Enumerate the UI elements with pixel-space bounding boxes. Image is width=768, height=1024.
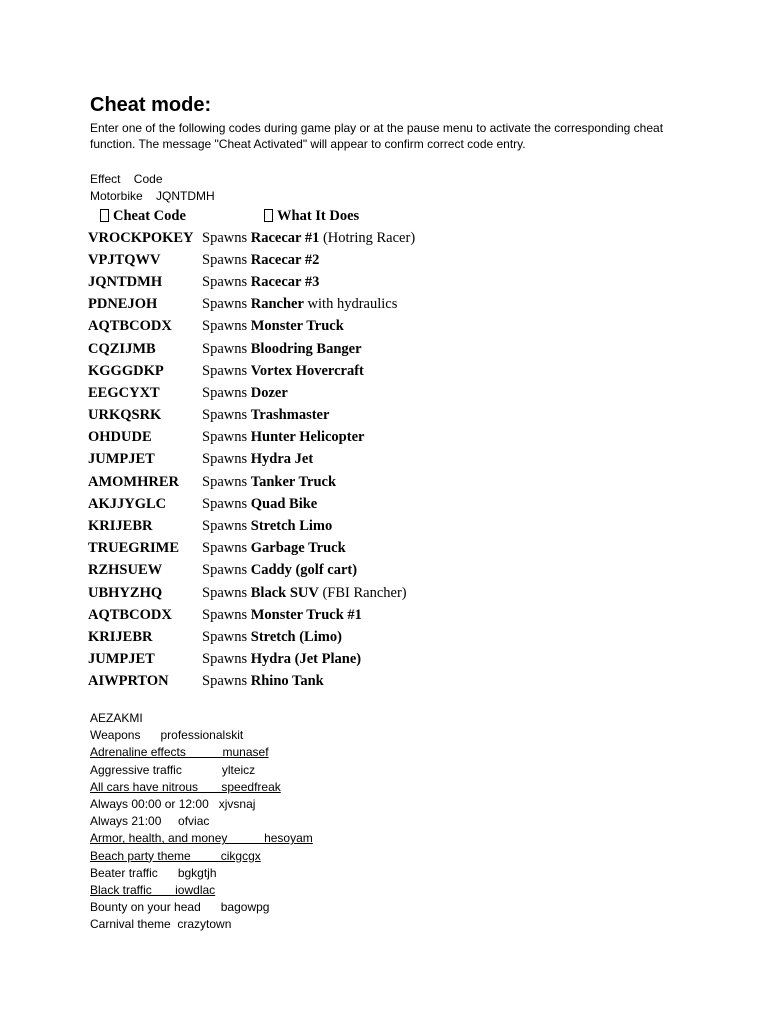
cheat-list-item: Weapons professionalskit [90, 728, 244, 743]
effect-vehicle: Dozer [250, 384, 288, 401]
cheat-list-item: AEZAKMI [90, 711, 143, 725]
cheat-code-cell: CQZIJMB [88, 340, 156, 357]
effect-cell [202, 382, 415, 404]
cheat-code-cell: AQTBCODX [88, 318, 172, 335]
page-title: Cheat mode: [90, 94, 212, 116]
table-row [88, 471, 415, 493]
effect-vehicle: Monster Truck #1 [250, 606, 362, 623]
effect-cell [202, 449, 415, 471]
what-it-does-header-label: What It Does [277, 207, 360, 224]
effect-prefix: Spawns [202, 651, 251, 668]
effect-vehicle: Rancher [250, 296, 304, 313]
effect-vehicle: Hydra Jet [250, 451, 314, 468]
effect-vehicle: Vortex Hovercraft [250, 362, 364, 379]
effect-cell [202, 227, 415, 249]
table-row [88, 316, 415, 338]
cheat-code-cell: AIWPRTON [88, 673, 169, 690]
effect-cell [202, 626, 415, 648]
cheat-list-item: Carnival theme crazytown [90, 917, 232, 932]
effect-prefix: Spawns [202, 318, 251, 335]
effect-prefix: Spawns [202, 451, 251, 468]
effect-prefix: Spawns [202, 495, 251, 512]
table-row [88, 360, 415, 382]
cheat-list-item: Always 21:00 ofviac [90, 814, 210, 829]
table-row [88, 249, 415, 271]
effect-prefix: Spawns [202, 407, 251, 424]
table-row [88, 649, 415, 671]
cheat-code-cell: RZHSUEW [88, 562, 163, 579]
effect-prefix: Spawns [202, 518, 251, 535]
table-row [88, 582, 415, 604]
effect-prefix: Spawns [202, 340, 251, 357]
cheat-code-cell: OHDUDE [88, 429, 152, 446]
effect-vehicle: Stretch (Limo) [250, 628, 342, 645]
effect-vehicle: Garbage Truck [250, 540, 346, 557]
effect-prefix: Spawns [202, 628, 251, 645]
cheat-list-item: All cars have nitrous speedfreak [90, 779, 281, 794]
effect-cell [202, 271, 415, 293]
effect-suffix: (Hotring Racer) [319, 229, 416, 246]
table-row [88, 405, 415, 427]
cheat-list-item: Beach party theme cikgcgx [90, 848, 261, 863]
cheat-code-header-label: Cheat Code [113, 207, 186, 224]
cheat-list-item: Black traffic iowdlac [90, 883, 216, 897]
missing-glyph-icon [264, 209, 273, 222]
effect-prefix: Spawns [202, 429, 251, 446]
cheat-code-cell: UBHYZHQ [88, 584, 163, 601]
effect-prefix: Spawns [202, 540, 251, 557]
cheat-code-cell: KRIJEBR [88, 518, 153, 535]
effect-cell [202, 515, 415, 537]
cheat-list-item: Always 00:00 or 12:00 xjvsnaj [90, 797, 256, 811]
effect-cell [202, 294, 415, 316]
effect-vehicle: Stretch Limo [250, 518, 333, 535]
effect-cell [202, 360, 415, 382]
effect-prefix: Spawns [202, 384, 251, 401]
effect-vehicle: Racecar #2 [250, 251, 320, 268]
effect-cell [202, 560, 415, 582]
table-row [88, 671, 415, 693]
table-row [88, 538, 415, 560]
effect-cell [202, 604, 415, 626]
cheat-code-cell: AQTBCODX [88, 606, 172, 623]
effect-vehicle: Black SUV [250, 584, 319, 601]
effect-vehicle: Monster Truck [250, 318, 344, 335]
effect-prefix: Spawns [202, 473, 251, 490]
motorbike-line: Motorbike JQNTDMH [90, 189, 215, 203]
effect-prefix: Spawns [202, 229, 251, 246]
effect-vehicle: Hunter Helicopter [250, 429, 365, 446]
cheat-code-cell: KRIJEBR [88, 628, 153, 645]
cheat-code-cell: TRUEGRIME [88, 540, 180, 557]
effect-vehicle: Caddy (golf cart) [250, 562, 358, 579]
cheat-list-item: Beater traffic bgkgtjh [90, 865, 217, 880]
effect-cell [202, 493, 415, 515]
effect-vehicle: Bloodring Banger [250, 340, 362, 357]
table-row [88, 427, 415, 449]
table-row [88, 626, 415, 648]
effect-cell [202, 538, 415, 560]
table-row [88, 604, 415, 626]
what-it-does-header [202, 205, 415, 227]
table-row [88, 493, 415, 515]
effect-vehicle: Rhino Tank [250, 673, 324, 690]
table-row [88, 227, 415, 249]
table-row [88, 338, 415, 360]
cheat-code-cell: VROCKPOKEY [88, 229, 194, 246]
cheat-code-cell: EEGCYXT [88, 384, 160, 401]
effect-prefix: Spawns [202, 673, 251, 690]
cheat-table [88, 205, 415, 693]
effect-vehicle: Racecar #3 [250, 273, 320, 290]
table-row [88, 560, 415, 582]
cheat-list-item: Aggressive traffic ylteicz [90, 762, 256, 777]
cheat-code-cell: AKJJYGLC [88, 495, 167, 512]
effect-cell [202, 649, 415, 671]
cheat-code-cell: JUMPJET [88, 651, 155, 668]
effect-prefix: Spawns [202, 562, 251, 579]
table-row [88, 382, 415, 404]
table-row [88, 515, 415, 537]
cheat-code-cell: AMOMHRER [88, 473, 180, 490]
effect-code-header-line: Effect Code [90, 172, 163, 186]
effect-prefix: Spawns [202, 606, 251, 623]
effect-prefix: Spawns [202, 584, 251, 601]
effect-vehicle: Trashmaster [250, 407, 330, 424]
cheat-list-item: Armor, health, and money hesoyam [90, 831, 313, 846]
table-row [88, 294, 415, 316]
effect-cell [202, 671, 415, 693]
effect-cell [202, 249, 415, 271]
effect-vehicle: Quad Bike [250, 495, 318, 512]
effect-vehicle: Racecar #1 [250, 229, 320, 246]
table-row [88, 271, 415, 293]
effect-cell [202, 427, 415, 449]
effect-prefix: Spawns [202, 273, 251, 290]
intro-paragraph: Enter one of the following codes during game play or at the pause menu to activate the corresponding cheat function. The message "Cheat Activated" will appear to confirm correct code entry. [90, 121, 664, 151]
effect-cell [202, 582, 415, 604]
effect-cell [202, 316, 415, 338]
cheat-table-header-row [88, 205, 415, 227]
effect-vehicle: Hydra (Jet Plane) [250, 651, 362, 668]
cheat-code-cell: VPJTQWV [88, 251, 161, 268]
effect-cell [202, 405, 415, 427]
effect-prefix: Spawns [202, 251, 251, 268]
cheat-code-header [88, 205, 202, 227]
effect-cell [202, 338, 415, 360]
missing-glyph-icon [100, 209, 109, 222]
cheat-list-item: Adrenaline effects munasef [90, 745, 269, 760]
effect-prefix: Spawns [202, 362, 251, 379]
cheat-list-item: Bounty on your head bagowpg [90, 900, 270, 915]
cheat-code-cell: JQNTDMH [88, 273, 163, 290]
cheat-code-cell: KGGGDKP [88, 362, 164, 379]
effect-prefix: Spawns [202, 296, 251, 313]
table-row [88, 449, 415, 471]
cheat-code-cell: JUMPJET [88, 451, 155, 468]
effect-suffix: (FBI Rancher) [318, 584, 407, 601]
cheat-code-cell: PDNEJOH [88, 296, 158, 313]
effect-cell [202, 471, 415, 493]
effect-vehicle: Tanker Truck [250, 473, 337, 490]
effect-suffix: with hydraulics [303, 296, 398, 313]
cheat-table-body [88, 227, 415, 693]
cheat-code-cell: URKQSRK [88, 407, 162, 424]
